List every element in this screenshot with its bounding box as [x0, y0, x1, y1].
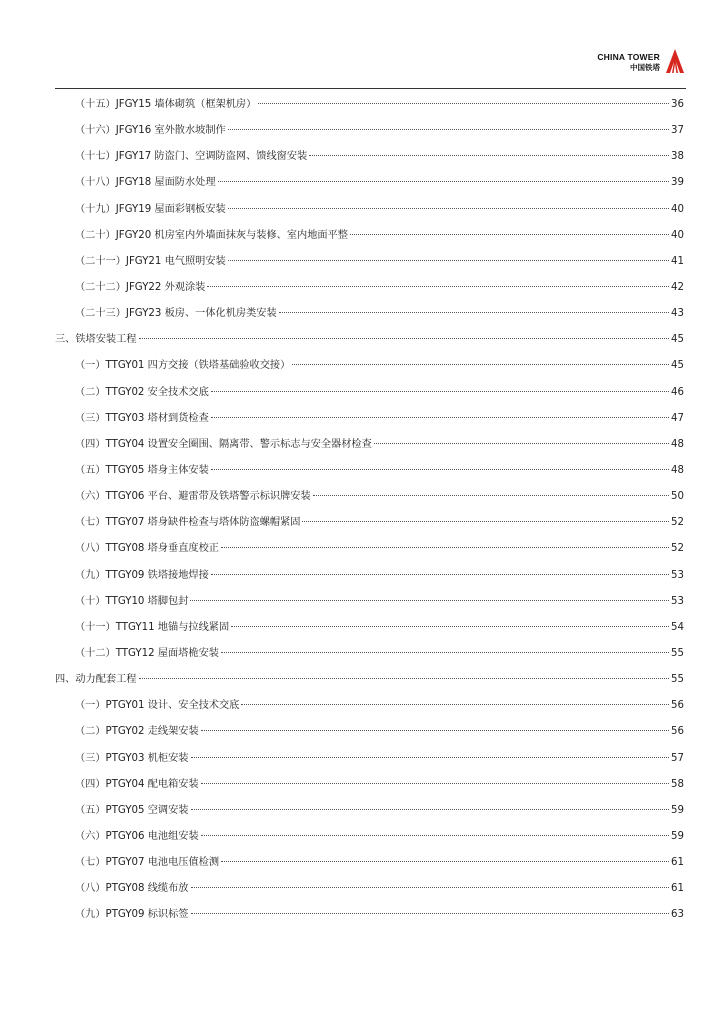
toc-entry-title: （十一）TTGY11 地锚与拉线紧固 — [75, 621, 230, 633]
toc-entry[interactable] — [55, 406, 684, 432]
toc-entry-title: （二十）JFGY20 机房室内外墙面抹灰与装修、室内地面平整 — [75, 229, 348, 241]
toc-entry[interactable] — [55, 92, 684, 118]
toc-entry-title: （四）TTGY04 设置安全圈围、隔离带、警示标志与安全器材检查 — [75, 438, 372, 450]
toc-dot-leader — [374, 443, 669, 444]
toc-page-number: 50 — [671, 491, 684, 503]
toc-entry[interactable] — [55, 353, 684, 379]
toc-page-number: 61 — [671, 857, 684, 869]
toc-dot-leader — [211, 469, 669, 470]
toc-entry-title: （十六）JFGY16 室外散水坡制作 — [75, 125, 226, 137]
toc-entry[interactable] — [55, 746, 684, 772]
toc-dot-leader — [279, 312, 669, 313]
toc-dot-leader — [190, 600, 669, 601]
toc-entry[interactable] — [55, 223, 684, 249]
toc-entry[interactable] — [55, 563, 684, 589]
toc-page-number: 57 — [671, 752, 684, 764]
toc-page-number: 52 — [671, 517, 684, 529]
toc-dot-leader — [221, 861, 669, 862]
toc-dot-leader — [201, 835, 669, 836]
toc-dot-leader — [218, 181, 669, 182]
toc-dot-leader — [139, 338, 670, 339]
toc-page-number: 52 — [671, 543, 684, 555]
toc-page-number: 53 — [671, 595, 684, 607]
toc-dot-leader — [313, 495, 669, 496]
toc-entry-title: （五）PTGY05 空调安装 — [75, 804, 189, 816]
toc-page-number: 63 — [671, 909, 684, 921]
toc-entry-title: （十五）JFGY15 墙体砌筑（框架机房） — [75, 99, 257, 110]
toc-entry-title: （二）PTGY02 走线架安装 — [75, 726, 199, 738]
logo-chinese: 中国铁塔 — [630, 63, 660, 72]
toc-page-number: 55 — [671, 647, 684, 659]
toc-entry-title: （九）PTGY09 标识标签 — [75, 909, 189, 921]
toc-page-number: 56 — [671, 726, 684, 738]
toc-page-number: 53 — [671, 569, 684, 581]
toc-dot-leader — [228, 129, 669, 130]
toc-entry[interactable] — [55, 693, 684, 719]
toc-entry[interactable] — [55, 144, 684, 170]
toc-dot-leader — [191, 809, 670, 810]
toc-dot-leader — [201, 783, 669, 784]
toc-entry-title: （三）PTGY03 机柜安装 — [75, 752, 189, 764]
toc-page-number: 48 — [671, 438, 684, 450]
toc-entry[interactable] — [55, 902, 684, 928]
toc-entry[interactable] — [55, 615, 684, 641]
toc-dot-leader — [207, 286, 669, 287]
logo-english: CHINA TOWER — [597, 52, 660, 62]
toc-page-number: 45 — [671, 360, 684, 372]
toc-page-number: 59 — [671, 830, 684, 842]
toc-dot-leader — [241, 704, 669, 705]
toc-entry-title: （二十二）JFGY22 外观涂装 — [75, 281, 206, 293]
toc-entry[interactable] — [55, 301, 684, 327]
toc-dot-leader — [191, 887, 670, 888]
toc-page-number: 59 — [671, 804, 684, 816]
toc-entry-title: （七）TTGY07 塔身缺件检查与塔体防盗螺帽紧固 — [75, 517, 301, 529]
toc-dot-leader — [211, 417, 669, 418]
toc-page-number: 42 — [671, 281, 684, 293]
toc-entry[interactable] — [55, 798, 684, 824]
toc-entry-title: （十二）TTGY12 屋面塔桅安装 — [75, 647, 219, 659]
toc-dot-leader — [231, 626, 669, 627]
toc-entry[interactable] — [55, 876, 684, 902]
toc-page-number: 40 — [671, 229, 684, 241]
toc-entry[interactable] — [55, 772, 684, 798]
toc-dot-leader — [221, 652, 669, 653]
toc-entry[interactable] — [55, 197, 684, 223]
toc-dot-leader — [302, 521, 669, 522]
toc-page-number: 48 — [671, 464, 684, 476]
toc-page-number: 41 — [671, 255, 684, 267]
header-divider — [55, 88, 686, 89]
toc-dot-leader — [228, 260, 669, 261]
toc-entry-title: 三、铁塔安装工程 — [55, 334, 137, 346]
toc-entry[interactable] — [55, 589, 684, 615]
table-of-contents — [55, 92, 684, 929]
toc-page-number: 47 — [671, 412, 684, 424]
toc-entry[interactable] — [55, 719, 684, 745]
toc-entry-title: （二）TTGY02 安全技术交底 — [75, 386, 209, 398]
toc-entry-title: （一）TTGY01 四方交接（铁塔基础验收交接） — [75, 360, 291, 372]
toc-entry[interactable] — [55, 510, 684, 536]
toc-entry[interactable] — [55, 484, 684, 510]
toc-dot-leader — [139, 678, 670, 679]
toc-page-number: 58 — [671, 778, 684, 790]
toc-dot-leader — [221, 547, 669, 548]
toc-entry[interactable] — [55, 824, 684, 850]
china-tower-logo-icon — [664, 48, 686, 74]
toc-page-number: 38 — [671, 151, 684, 163]
toc-entry-title: （五）TTGY05 塔身主体安装 — [75, 464, 209, 476]
toc-entry[interactable] — [55, 118, 684, 144]
toc-page-number: 37 — [671, 125, 684, 137]
toc-page-number: 61 — [671, 883, 684, 895]
toc-entry-title: （十）TTGY10 塔脚包封 — [75, 595, 189, 607]
toc-dot-leader — [191, 757, 670, 758]
header-logo — [597, 52, 686, 74]
toc-entry-title: （六）TTGY06 平台、避雷带及铁塔警示标识牌安装 — [75, 491, 311, 503]
toc-entry-title: （三）TTGY03 塔材到货检查 — [75, 412, 209, 424]
toc-dot-leader — [309, 155, 669, 156]
toc-entry-title: （十八）JFGY18 屋面防水处理 — [75, 177, 216, 189]
toc-entry-title: （八）TTGY08 塔身垂直度校正 — [75, 543, 219, 555]
toc-dot-leader — [191, 913, 670, 914]
toc-page-number: 45 — [671, 334, 684, 346]
toc-page-number: 54 — [671, 621, 684, 633]
toc-entry-title: （二十三）JFGY23 板房、一体化机房类安装 — [75, 308, 277, 320]
toc-dot-leader — [211, 574, 669, 575]
toc-entry-title: （一）PTGY01 设计、安全技术交底 — [75, 700, 240, 712]
toc-entry-title: （七）PTGY07 电池电压值检测 — [75, 857, 220, 869]
toc-entry[interactable] — [55, 536, 684, 562]
toc-page-number: 55 — [671, 674, 684, 686]
toc-entry-title: （八）PTGY08 线缆布放 — [75, 883, 189, 895]
toc-page-number: 43 — [671, 308, 684, 320]
toc-page-number: 36 — [671, 99, 684, 110]
toc-entry[interactable] — [55, 432, 684, 458]
toc-dot-leader — [201, 730, 669, 731]
toc-entry-title: （九）TTGY09 铁塔接地焊接 — [75, 569, 209, 581]
toc-dot-leader — [292, 364, 669, 365]
toc-entry[interactable] — [55, 327, 684, 353]
toc-entry-title: （四）PTGY04 配电箱安装 — [75, 778, 199, 790]
toc-dot-leader — [228, 208, 669, 209]
toc-page-number: 46 — [671, 386, 684, 398]
toc-entry-title: 四、动力配套工程 — [55, 674, 137, 686]
toc-entry[interactable] — [55, 458, 684, 484]
toc-entry[interactable] — [55, 380, 684, 406]
toc-page-number: 56 — [671, 700, 684, 712]
toc-entry[interactable] — [55, 641, 684, 667]
toc-entry[interactable] — [55, 275, 684, 301]
toc-entry[interactable] — [55, 850, 684, 876]
toc-entry-title: （十九）JFGY19 屋面彩钢板安装 — [75, 203, 226, 215]
logo-text — [597, 52, 660, 72]
toc-entry-title: （二十一）JFGY21 电气照明安装 — [75, 255, 226, 267]
toc-dot-leader — [258, 103, 669, 104]
toc-entry[interactable] — [55, 170, 684, 196]
toc-entry-title: （六）PTGY06 电池组安装 — [75, 830, 199, 842]
toc-entry-title: （十七）JFGY17 防盗门、空调防盗网、馈线窗安装 — [75, 151, 308, 163]
toc-page-number: 39 — [671, 177, 684, 189]
toc-dot-leader — [211, 391, 669, 392]
toc-page-number: 40 — [671, 203, 684, 215]
toc-entry[interactable] — [55, 667, 684, 693]
toc-dot-leader — [350, 234, 669, 235]
toc-entry[interactable] — [55, 249, 684, 275]
